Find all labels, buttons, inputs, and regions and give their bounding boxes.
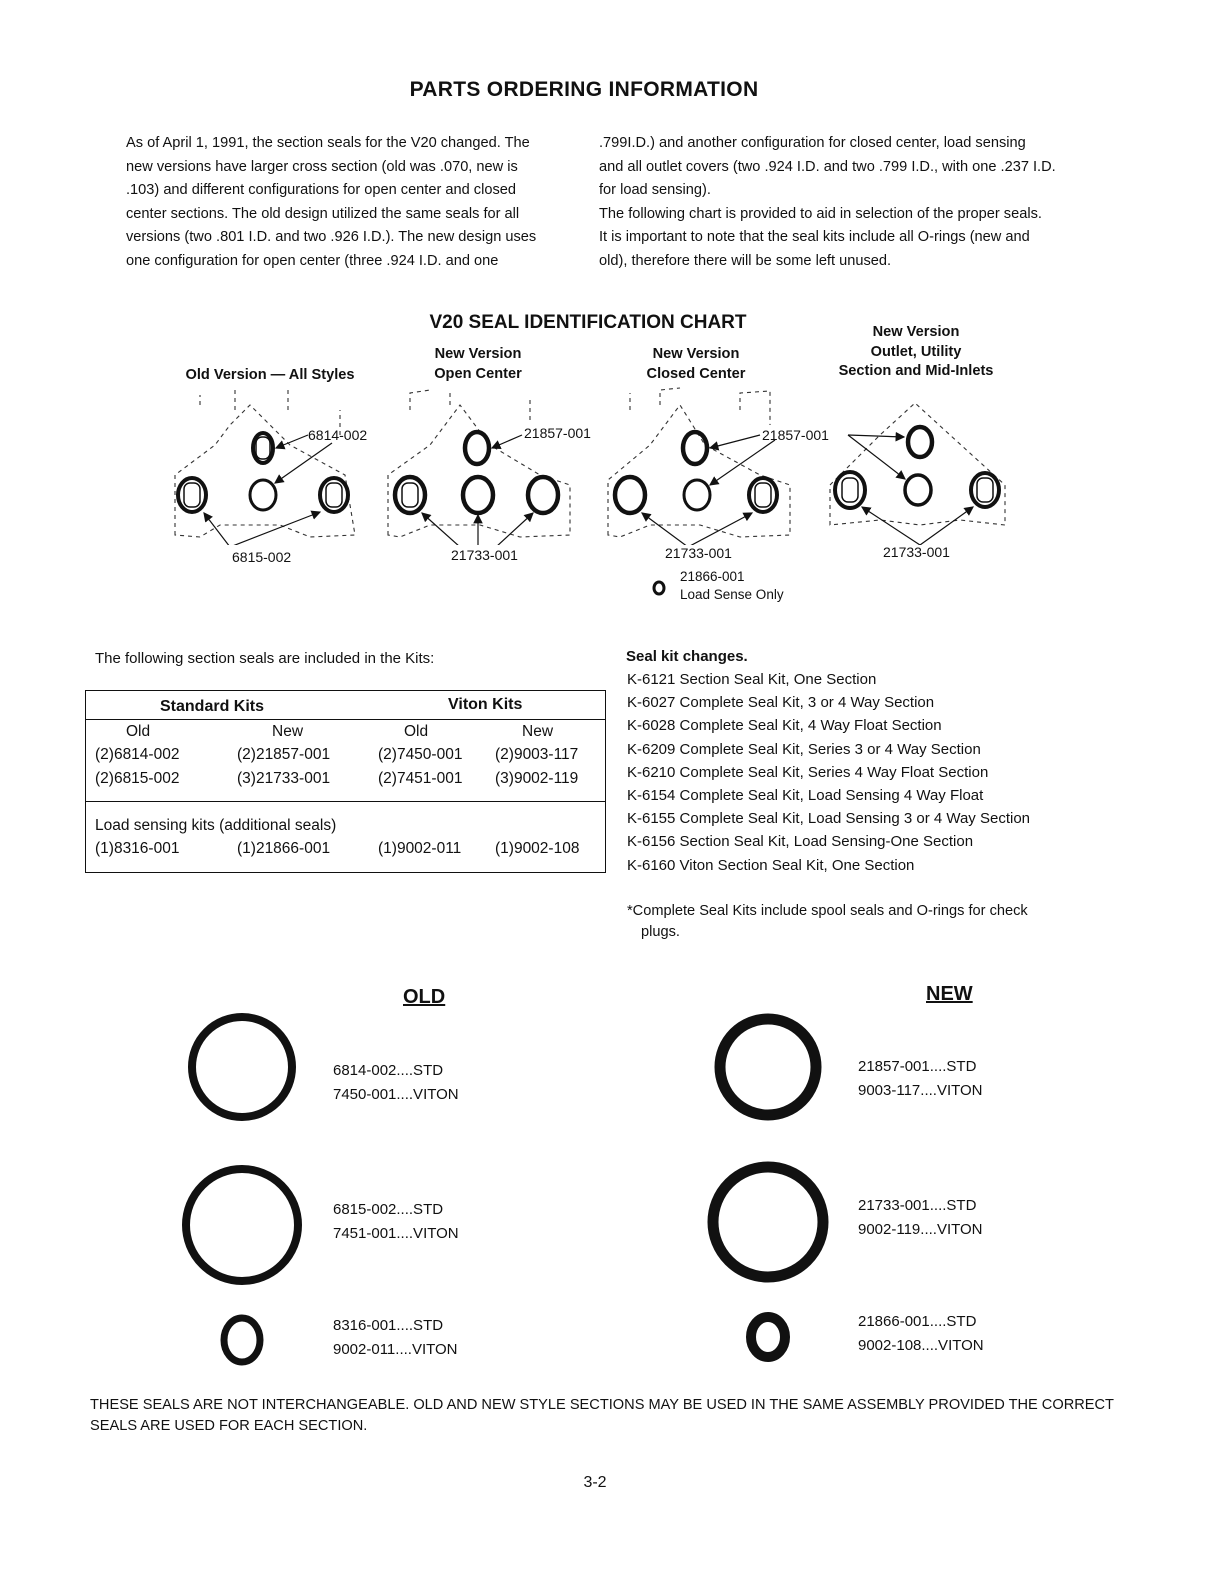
load-sensing-label: Load sensing kits (additional seals) bbox=[95, 817, 337, 834]
seal-viton-label: 9003-117....VITON bbox=[858, 1081, 983, 1099]
old-seal-info bbox=[333, 1059, 459, 1106]
seal-kit-list bbox=[627, 668, 1030, 877]
intro-line: versions (two .801 I.D. and two .926 I.D.). The new design uses bbox=[126, 229, 537, 246]
seal-diagram bbox=[160, 385, 1020, 545]
seal-ring bbox=[683, 432, 707, 464]
seal-std-label: 21733-001....STD bbox=[858, 1197, 977, 1214]
seal-std-label: 8316-001....STD bbox=[333, 1317, 444, 1334]
outlet-bottom-part-label: 21733-001 bbox=[883, 544, 950, 560]
intro-line: The following chart is provided to aid in selection of the proper seals. bbox=[599, 205, 1042, 222]
old-seal-rings bbox=[180, 1010, 310, 1390]
viton-kits-header: Viton Kits bbox=[448, 696, 523, 713]
seal-ring-icon bbox=[192, 1017, 292, 1117]
seal-ring-icon bbox=[751, 1317, 785, 1357]
intro-line: .103) and different configurations for open center and closed bbox=[126, 182, 516, 199]
footnote-line: *Complete Seal Kits include spool seals and O-rings for check bbox=[627, 903, 1028, 919]
seal-kit-changes-title: Seal kit changes. bbox=[626, 648, 748, 665]
load-sense-seal-icon bbox=[651, 580, 667, 596]
closed-bottom-part-label: 21733-001 bbox=[665, 545, 732, 561]
intro-line: center sections. The old design utilized the same seals for all bbox=[126, 205, 520, 222]
kits-table bbox=[85, 690, 606, 873]
seal-ring-icon bbox=[186, 1169, 298, 1281]
seal-ring-inner bbox=[184, 483, 200, 507]
old-top-part-label: 6814-002 bbox=[308, 427, 368, 443]
open-center-header bbox=[398, 345, 558, 384]
new-seal-info bbox=[858, 1055, 983, 1102]
intro-line: .799I.D.) and another configuration for closed center, load sensing bbox=[599, 135, 1026, 151]
kits-intro: The following section seals are included in the Kits: bbox=[95, 650, 435, 667]
column-header: New bbox=[522, 723, 554, 740]
table-cell: (1)9002-011 bbox=[378, 840, 462, 857]
intro-line: new versions have larger cross section (old was .070, new is bbox=[126, 158, 518, 175]
seal-std-label: 6814-002....STD bbox=[333, 1062, 444, 1079]
open-bottom-part-label: 21733-001 bbox=[451, 547, 518, 563]
new-seal-info bbox=[858, 1310, 984, 1357]
header-line: Outlet, Utility bbox=[870, 343, 962, 360]
outlet-header bbox=[806, 323, 1026, 382]
old-seal-info bbox=[333, 1198, 459, 1245]
list-item: K-6027 Complete Seal Kit, 3 or 4 Way Section bbox=[627, 694, 935, 712]
table-cell: (2)6815-002 bbox=[95, 770, 180, 787]
intro-right-column bbox=[599, 132, 1099, 274]
table-cell: (1)9002-108 bbox=[495, 840, 580, 857]
seal-viton-label: 7450-001....VITON bbox=[333, 1085, 459, 1103]
column-header: Old bbox=[126, 723, 151, 740]
seal-ring-icon bbox=[720, 1019, 816, 1115]
table-cell: (2)7450-001 bbox=[378, 746, 463, 763]
seal-std-label: 21857-001....STD bbox=[858, 1058, 977, 1075]
seal-viton-label: 9002-108....VITON bbox=[858, 1336, 984, 1354]
list-item: K-6155 Complete Seal Kit, Load Sensing 3 or 4 Way Section bbox=[627, 810, 1031, 828]
seal-ring-inner bbox=[977, 478, 993, 502]
seal-ring-inner bbox=[326, 483, 342, 507]
seal-ring bbox=[908, 427, 932, 457]
list-item: K-6209 Complete Seal Kit, Series 3 or 4 Way Section bbox=[627, 740, 981, 758]
seal-viton-label: 7451-001....VITON bbox=[333, 1224, 459, 1242]
table-cell: (1)21866-001 bbox=[237, 840, 331, 857]
seal-std-label: 21866-001....STD bbox=[858, 1313, 977, 1330]
header-line: Open Center bbox=[434, 365, 522, 382]
list-item: K-6210 Complete Seal Kit, Series 4 Way Float Section bbox=[627, 763, 989, 781]
header-line: Closed Center bbox=[646, 365, 746, 382]
seal-ring bbox=[250, 480, 276, 510]
seal-viton-label: 9002-011....VITON bbox=[333, 1340, 458, 1358]
interchangeability-note: THESE SEALS ARE NOT INTERCHANGEABLE. OLD AND NEW STYLE SECTIONS MAY BE USED IN THE SAME ASSEMBLY PROVIDED THE CORRECT SEALS ARE USED FOR EACH SECTION. bbox=[90, 1397, 1114, 1434]
page-title: PARTS ORDERING INFORMATION bbox=[409, 78, 759, 101]
old-seal-info bbox=[333, 1314, 458, 1361]
seal-viton-label: 9002-119....VITON bbox=[858, 1220, 983, 1238]
table-cell: (2)9003-117 bbox=[495, 746, 579, 763]
column-header: New bbox=[272, 723, 304, 740]
seal-ring bbox=[684, 480, 710, 510]
table-cell: (3)21733-001 bbox=[237, 770, 331, 787]
intro-left-column bbox=[126, 132, 574, 274]
seal-ring-icon bbox=[224, 1318, 260, 1362]
closed-center-diagram bbox=[608, 388, 790, 545]
list-item: K-6121 Section Seal Kit, One Section bbox=[627, 671, 877, 688]
seal-ring-inner bbox=[402, 483, 418, 507]
seal-ring-inner bbox=[755, 483, 771, 507]
intro-line: for load sensing). bbox=[599, 182, 711, 199]
seal-kit-footnote bbox=[627, 901, 1107, 943]
intro-line: one configuration for open center (three .924 I.D. and one bbox=[126, 252, 499, 269]
new-column-header: NEW bbox=[926, 983, 973, 1005]
closed-top-part-label: 21857-001 bbox=[762, 427, 829, 443]
new-seal-rings bbox=[705, 1010, 845, 1390]
seal-ring bbox=[615, 477, 645, 513]
header-line: New Version bbox=[872, 324, 960, 340]
header-line: Section and Mid-Inlets bbox=[838, 363, 994, 379]
header-line: New Version bbox=[652, 346, 740, 362]
header-line: New Version bbox=[434, 346, 522, 362]
seal-ring bbox=[905, 475, 931, 505]
intro-line: and all outlet covers (two .924 I.D. and two .799 I.D., with one .237 I.D. bbox=[599, 158, 1056, 175]
list-item: K-6154 Complete Seal Kit, Load Sensing 4 Way Float bbox=[627, 787, 984, 805]
old-bottom-part-label: 6815-002 bbox=[232, 549, 292, 565]
column-header: Old bbox=[404, 723, 429, 740]
standard-kits-header: Standard Kits bbox=[160, 698, 265, 715]
open-top-part-label: 21857-001 bbox=[524, 425, 591, 441]
table-cell: (1)8316-001 bbox=[95, 840, 180, 857]
seal-chart-title: V20 SEAL IDENTIFICATION CHART bbox=[429, 312, 747, 333]
table-cell: (2)7451-001 bbox=[378, 770, 463, 787]
page-number: 3-2 bbox=[583, 1474, 607, 1491]
intro-line: It is important to note that the seal kits include all O-rings (new and bbox=[599, 229, 1030, 246]
old-version-diagram bbox=[175, 390, 355, 545]
old-column-header: OLD bbox=[403, 986, 446, 1008]
seal-ring-inner bbox=[842, 478, 858, 502]
list-item: K-6028 Complete Seal Kit, 4 Way Float Section bbox=[627, 717, 942, 735]
outlet-diagram bbox=[830, 403, 1005, 545]
table-cell: (2)6814-002 bbox=[95, 746, 180, 763]
seal-ring bbox=[463, 477, 493, 513]
old-version-header: Old Version — All Styles bbox=[185, 367, 355, 383]
seal-ring bbox=[528, 477, 558, 513]
footnote-line: plugs. bbox=[641, 924, 680, 940]
seal-ring-inner bbox=[256, 437, 270, 459]
intro-line: As of April 1, 1991, the section seals for the V20 changed. The bbox=[126, 135, 530, 151]
load-sense-note: Load Sense Only bbox=[680, 587, 784, 602]
table-cell: (2)21857-001 bbox=[237, 746, 331, 763]
intro-line: old), therefore there will be some left unused. bbox=[599, 252, 892, 269]
list-item: K-6156 Section Seal Kit, Load Sensing-One Section bbox=[627, 833, 974, 851]
seal-std-label: 6815-002....STD bbox=[333, 1201, 444, 1218]
list-item: K-6160 Viton Section Seal Kit, One Section bbox=[627, 856, 915, 874]
table-cell: (3)9002-119 bbox=[495, 770, 579, 787]
new-seal-info bbox=[858, 1194, 983, 1241]
seal-ring bbox=[465, 432, 489, 464]
open-center-diagram bbox=[388, 390, 570, 545]
closed-center-header bbox=[616, 345, 776, 384]
seal-ring-icon bbox=[713, 1167, 823, 1277]
load-sense-part-label: 21866-001 bbox=[680, 569, 745, 584]
